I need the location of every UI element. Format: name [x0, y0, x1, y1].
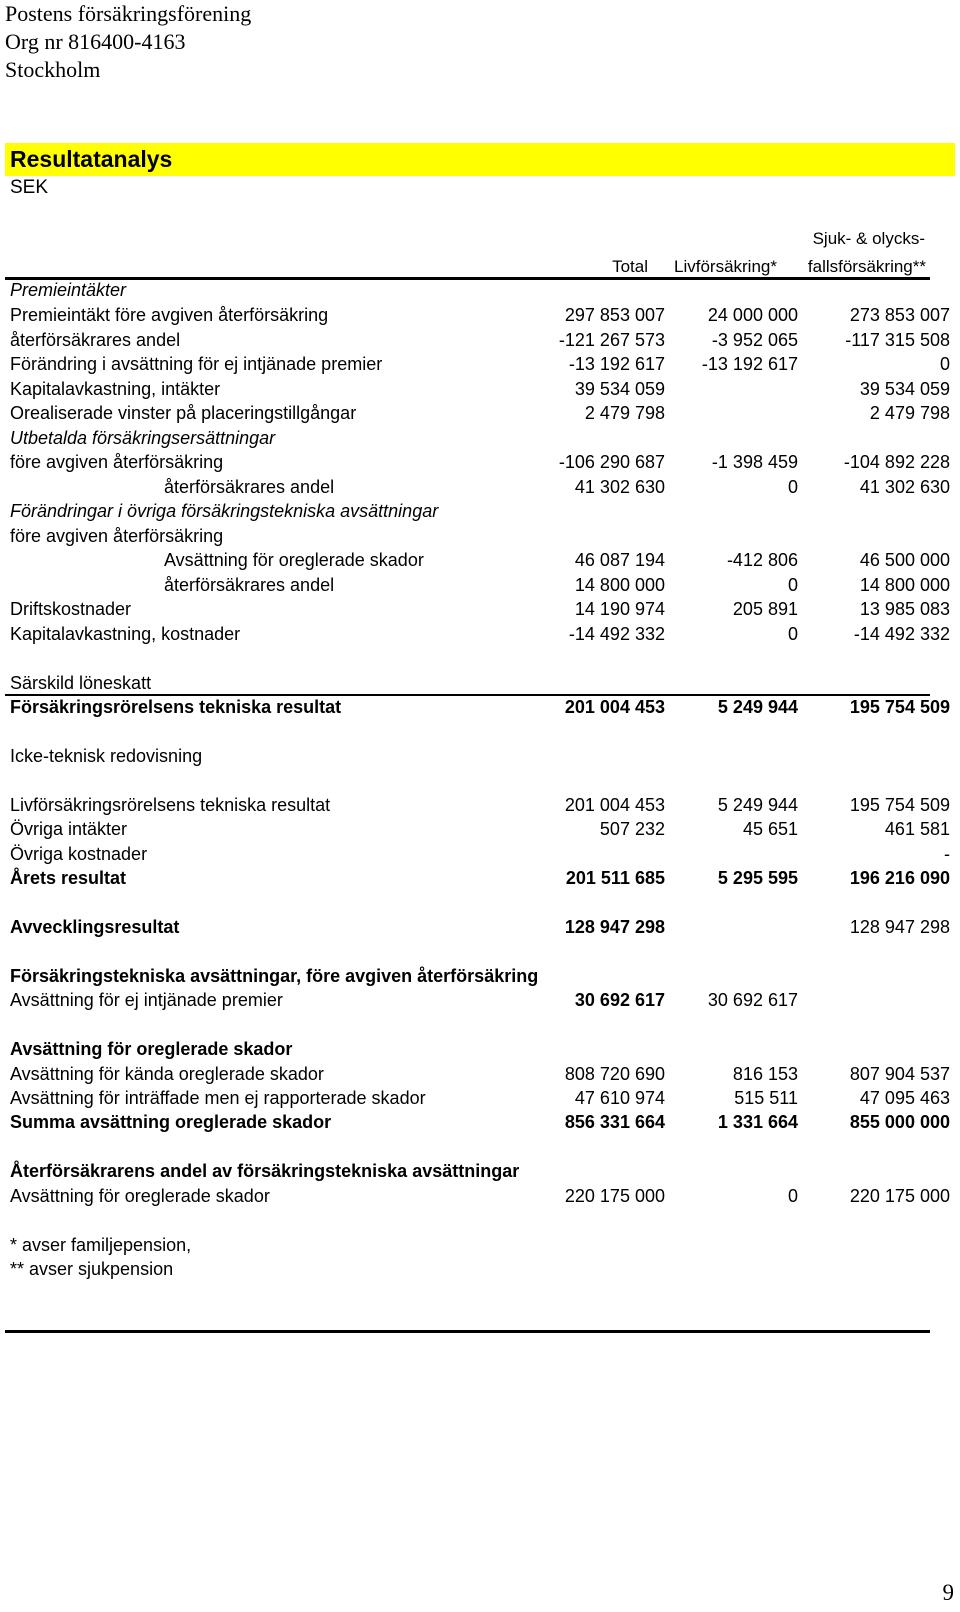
value-liv: 0: [787, 575, 798, 595]
column-header-sjuk-line2: fallsförsäkring**: [807, 257, 926, 276]
row-label: Särskild löneskatt: [10, 673, 152, 693]
row-label: Årets resultat: [10, 868, 127, 888]
table-row: [0, 1110, 960, 1135]
footnote-2: ** avser sjukpension: [10, 1259, 174, 1279]
value-total: -121 267 573: [558, 330, 665, 350]
row-label: Avvecklingsresultat: [10, 917, 180, 937]
row-label: Kapitalavkastning, kostnader: [10, 624, 241, 644]
value-total: 39 534 059: [574, 379, 665, 399]
value-liv: 205 891: [732, 599, 798, 619]
table-row: [0, 475, 960, 500]
value-total: 201 004 453: [564, 795, 665, 815]
table-row: [0, 597, 960, 622]
row-label: före avgiven återförsäkring: [10, 452, 224, 472]
row-label: före avgiven återförsäkring: [10, 526, 224, 546]
value-sjuk: 41 302 630: [859, 477, 950, 497]
value-liv: 30 692 617: [707, 990, 798, 1010]
currency-label: SEK: [10, 177, 49, 198]
value-liv: 24 000 000: [707, 305, 798, 325]
table-row: [0, 278, 960, 303]
row-label: återförsäkrares andel: [164, 477, 335, 497]
row-label: Kapitalavkastning, intäkter: [10, 379, 221, 399]
row-label: Återförsäkrarens andel av försäkringstekniska avsättningar: [10, 1161, 520, 1181]
value-sjuk: 196 216 090: [849, 868, 950, 888]
org-number: Org nr 816400-4163: [5, 29, 186, 54]
row-label: Förändringar i övriga försäkringstekniska avsättningar: [10, 501, 439, 521]
table-row: [0, 988, 960, 1013]
table-row: [0, 866, 960, 891]
table-row: [0, 450, 960, 475]
value-total: -106 290 687: [558, 452, 665, 472]
row-label: Avsättning för oreglerade skador: [164, 550, 424, 570]
value-liv: 0: [787, 477, 798, 497]
value-sjuk: 220 175 000: [849, 1186, 950, 1206]
row-label: Avsättning för oreglerade skador: [10, 1186, 270, 1206]
value-sjuk: 273 853 007: [849, 305, 950, 325]
value-total: 507 232: [599, 819, 665, 839]
page-number: 9: [942, 1580, 954, 1605]
table-row: [0, 793, 960, 818]
value-sjuk: 195 754 509: [849, 795, 950, 815]
row-label: Avsättning för kända oreglerade skador: [10, 1064, 324, 1084]
table-row: [0, 744, 960, 769]
table-row: [0, 622, 960, 647]
row-label: Övriga intäkter: [10, 819, 128, 839]
row-label: Förändring i avsättning för ej intjänade premier: [10, 354, 383, 374]
value-liv: -1 398 459: [711, 452, 798, 472]
value-liv: 5 295 595: [717, 868, 798, 888]
table-row: [0, 964, 960, 989]
value-total: 14 800 000: [574, 575, 665, 595]
table-row: [0, 328, 960, 353]
value-total: 14 190 974: [574, 599, 665, 619]
value-sjuk: -14 492 332: [853, 624, 950, 644]
row-label: Summa avsättning oreglerade skador: [10, 1112, 332, 1132]
value-sjuk: -104 892 228: [843, 452, 950, 472]
table-row: [0, 524, 960, 549]
row-label: Avsättning för inträffade men ej rapporterade skador: [10, 1088, 426, 1108]
table-row: [0, 842, 960, 867]
row-label: Övriga kostnader: [10, 844, 148, 864]
table-row: [0, 915, 960, 940]
table-row: [0, 817, 960, 842]
value-total: 201 004 453: [564, 697, 665, 717]
value-total: 297 853 007: [564, 305, 665, 325]
value-sjuk: 46 500 000: [859, 550, 950, 570]
value-liv: 1 331 664: [717, 1112, 798, 1132]
value-sjuk: 14 800 000: [859, 575, 950, 595]
value-sjuk: -: [944, 844, 950, 864]
row-label: återförsäkrares andel: [10, 330, 181, 350]
value-sjuk: 461 581: [884, 819, 950, 839]
value-sjuk: 13 985 083: [859, 599, 950, 619]
value-sjuk: 47 095 463: [859, 1088, 950, 1108]
row-label: Premieintäkt före avgiven återförsäkring: [10, 305, 329, 325]
row-label: återförsäkrares andel: [164, 575, 335, 595]
table-row: [0, 303, 960, 328]
value-total: -14 492 332: [568, 624, 665, 644]
row-label: Icke-teknisk redovisning: [10, 746, 203, 766]
value-liv: -13 192 617: [701, 354, 798, 374]
value-total: 201 511 685: [565, 868, 665, 888]
value-total: 856 331 664: [564, 1112, 665, 1132]
org-name: Postens försäkringsförening: [5, 1, 252, 26]
value-sjuk: 807 904 537: [849, 1064, 950, 1084]
value-total: 220 175 000: [564, 1186, 665, 1206]
value-sjuk: 128 947 298: [849, 917, 950, 937]
table-row: [0, 1086, 960, 1111]
value-liv: 0: [787, 624, 798, 644]
value-sjuk: 195 754 509: [849, 697, 950, 717]
org-city: Stockholm: [5, 57, 101, 82]
value-liv: 45 651: [742, 819, 798, 839]
value-sjuk: 39 534 059: [859, 379, 950, 399]
table-row: [0, 377, 960, 402]
value-liv: -3 952 065: [711, 330, 798, 350]
value-liv: 816 153: [732, 1064, 798, 1084]
value-total: 2 479 798: [584, 403, 665, 423]
page-title: Resultatanalys: [10, 146, 173, 172]
table-row: [0, 401, 960, 426]
row-label: Premieintäkter: [10, 280, 127, 300]
value-sjuk: 2 479 798: [869, 403, 950, 423]
value-sjuk: 855 000 000: [849, 1112, 950, 1132]
row-label: Driftskostnader: [10, 599, 132, 619]
table-row: [0, 426, 960, 451]
row-label: Avsättning för oreglerade skador: [10, 1039, 293, 1059]
column-header-liv: Livförsäkring*: [674, 257, 777, 276]
value-sjuk: 0: [939, 354, 950, 374]
table-row: [0, 1037, 960, 1062]
footer-rule: [5, 1330, 930, 1333]
table-row: [0, 499, 960, 524]
table-row: [0, 695, 960, 720]
row-label: Försäkringstekniska avsättningar, före avgiven återförsäkring: [10, 966, 539, 986]
value-liv: -412 806: [726, 550, 798, 570]
value-liv: 5 249 944: [717, 697, 798, 717]
value-total: 41 302 630: [574, 477, 665, 497]
tax-rule: [5, 694, 930, 696]
footnote-1: * avser familjepension,: [10, 1235, 192, 1255]
value-liv: 0: [787, 1186, 798, 1206]
table-row: [0, 1062, 960, 1087]
value-liv: 515 511: [734, 1088, 798, 1108]
value-total: -13 192 617: [568, 354, 665, 374]
value-total: 808 720 690: [564, 1064, 665, 1084]
row-label: Orealiserade vinster på placeringstillgångar: [10, 403, 357, 423]
value-total: 30 692 617: [574, 990, 665, 1010]
row-label: Försäkringsrörelsens tekniska resultat: [10, 697, 342, 717]
row-label: Avsättning för ej intjänade premier: [10, 990, 283, 1010]
value-liv: 5 249 944: [717, 795, 798, 815]
table-row: [0, 352, 960, 377]
column-header-total: Total: [612, 257, 648, 276]
column-header-sjuk-line1: Sjuk- & olycks-: [812, 229, 925, 248]
table-row: [0, 1184, 960, 1209]
row-label: Livförsäkringsrörelsens tekniska resultat: [10, 795, 331, 815]
row-label: Utbetalda försäkringsersättningar: [10, 428, 276, 448]
table-row: [0, 573, 960, 598]
table-row: [0, 671, 960, 696]
table-row: [0, 1159, 960, 1184]
value-total: 128 947 298: [564, 917, 665, 937]
value-total: 46 087 194: [574, 550, 665, 570]
value-total: 47 610 974: [574, 1088, 665, 1108]
table-row: [0, 548, 960, 573]
value-sjuk: -117 315 508: [845, 330, 950, 350]
